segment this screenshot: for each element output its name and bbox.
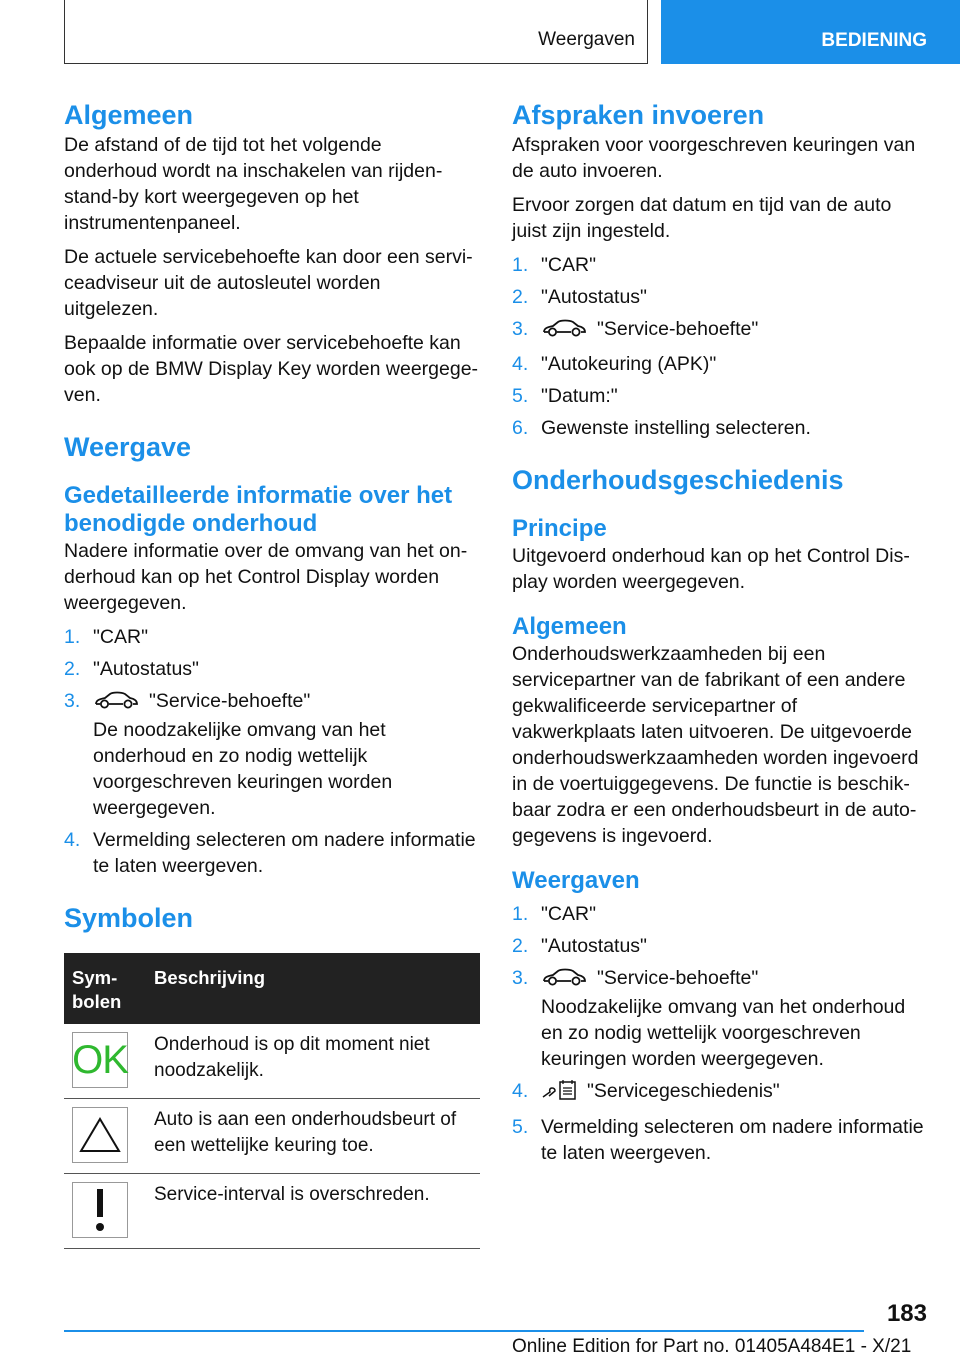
heading-afspraken: Afspraken invoeren [512, 100, 765, 130]
table-cell-description: Auto is aan een onderhoudsbeurt of een wettelijke keuring toe. [146, 1099, 480, 1174]
list-item: 2. "Autostatus" [512, 935, 647, 957]
steps-list [512, 252, 926, 441]
steps-list [64, 624, 480, 879]
list-item: 2. "Autostatus" [64, 658, 199, 680]
heading-algemeen: Algemeen [64, 100, 194, 130]
paragraph: Nadere informatie over de omvang van het onderhoud kan op het Control Display worden weergegeven. [64, 540, 468, 614]
list-item: 5. Vermelding selecteren om nadere informatie te laten weergeven. [512, 1116, 924, 1164]
paragraph: Bepaalde informatie over servicebehoefte kan ook op de BMW Display Key worden weergegeven. [64, 332, 479, 406]
symbols-table [64, 953, 480, 1249]
header-section-title: Weergaven [538, 29, 635, 50]
table-header-row [64, 953, 480, 1024]
paragraph: Ervoor zorgen dat datum en tijd van de auto juist zijn ingesteld. [512, 194, 892, 242]
car-icon [93, 690, 139, 717]
left-column [64, 98, 480, 1249]
table-cell-description: Service-interval is overschreden. [146, 1174, 480, 1249]
column-header-symbols: Symbolen [64, 953, 146, 1024]
page-number: 183 [886, 1300, 927, 1327]
list-item: 1. "CAR" [512, 254, 597, 276]
list-item: 3. "Service-behoefte" [512, 316, 926, 345]
footer-edition: Online Edition for Part no. 01405A484E1 - X/21 [512, 1336, 912, 1357]
list-item: 5. "Datum:" [512, 385, 618, 407]
paragraph: De afstand of de tijd tot het volgende onderhoud wordt na inschakelen van rijden-stand-by kort weergegeven op het instrumentenpaneel. [64, 134, 443, 234]
footer-divider [64, 1330, 864, 1332]
list-item: 3. "Service-behoefte" Noodzakelijke omvang van het onderhoud en zo nodig wettelijk voorgeschreven keuringen worden weergegeven. [512, 967, 906, 1070]
list-item: 2. "Autostatus" [512, 286, 647, 308]
right-column [512, 98, 926, 1166]
list-item: 3. "Service-behoefte" De noodzakelijke omvang van het onderhoud en zo nodig wettelijk voorgeschreven keuringen worden weergegeven. [64, 690, 393, 819]
heading-weergave: Weergave [64, 432, 192, 462]
list-item: 1. "CAR" [512, 903, 597, 925]
car-icon [541, 967, 587, 994]
heading-symbolen: Symbolen [64, 903, 194, 933]
table-row [64, 1099, 480, 1174]
warning-triangle-icon [72, 1107, 128, 1163]
table-row [64, 1174, 480, 1249]
ok-symbol: OK [72, 1032, 128, 1088]
paragraph: Uitgevoerd onderhoud kan op het Control Display worden weergegeven. [512, 545, 910, 593]
paragraph: Afspraken voor voorgeschreven keuringen van de auto invoeren. [512, 134, 916, 182]
heading-gedetailleerde: Gedetailleerde informatie over het benodigde onderhoud [64, 482, 453, 537]
heading-principe: Principe [512, 515, 607, 542]
steps-list [512, 901, 926, 1166]
car-icon [541, 318, 587, 345]
list-item: 4. Vermelding selecteren om nadere informatie te laten weergeven. [64, 829, 476, 877]
list-item: 4. "Servicegeschiedenis" [512, 1078, 926, 1108]
list-item: 1. "CAR" [64, 626, 149, 648]
list-item: 6. Gewenste instelling selecteren. [512, 417, 811, 439]
header-section-box [64, 0, 648, 64]
service-history-icon [541, 1079, 577, 1108]
table-cell-description: Onderhoud is op dit moment niet noodzakelijk. [146, 1024, 480, 1099]
paragraph: Onderhoudswerkzaamheden bij een servicepartner van de fabrikant of een andere gekwalificeerde servicepartner of vakwerkplaats laten uitvoeren. De uitgevoerde onderhoudswerkzaamheden worden ingevoerd in de voertuiggegevens. De functie is beschikbaar zodra er een onderhoudsbeurt in de autogegevens is ingevoerd. [512, 643, 919, 847]
list-item: 4. "Autokeuring (APK)" [512, 353, 717, 375]
heading-algemeen-right: Algemeen [512, 613, 627, 640]
heading-weergaven: Weergaven [512, 867, 640, 894]
column-header-description: Beschrijving [146, 953, 480, 1024]
heading-onderhoudsgeschiedenis: Onderhoudsgeschiedenis [512, 465, 844, 495]
table-row [64, 1024, 480, 1099]
header-chapter-tab: BEDIENING [661, 0, 960, 64]
paragraph: De actuele servicebehoefte kan door een serviceadviseur uit de autosleutel worden uitgelezen. [64, 246, 473, 320]
exclamation-icon [72, 1182, 128, 1238]
